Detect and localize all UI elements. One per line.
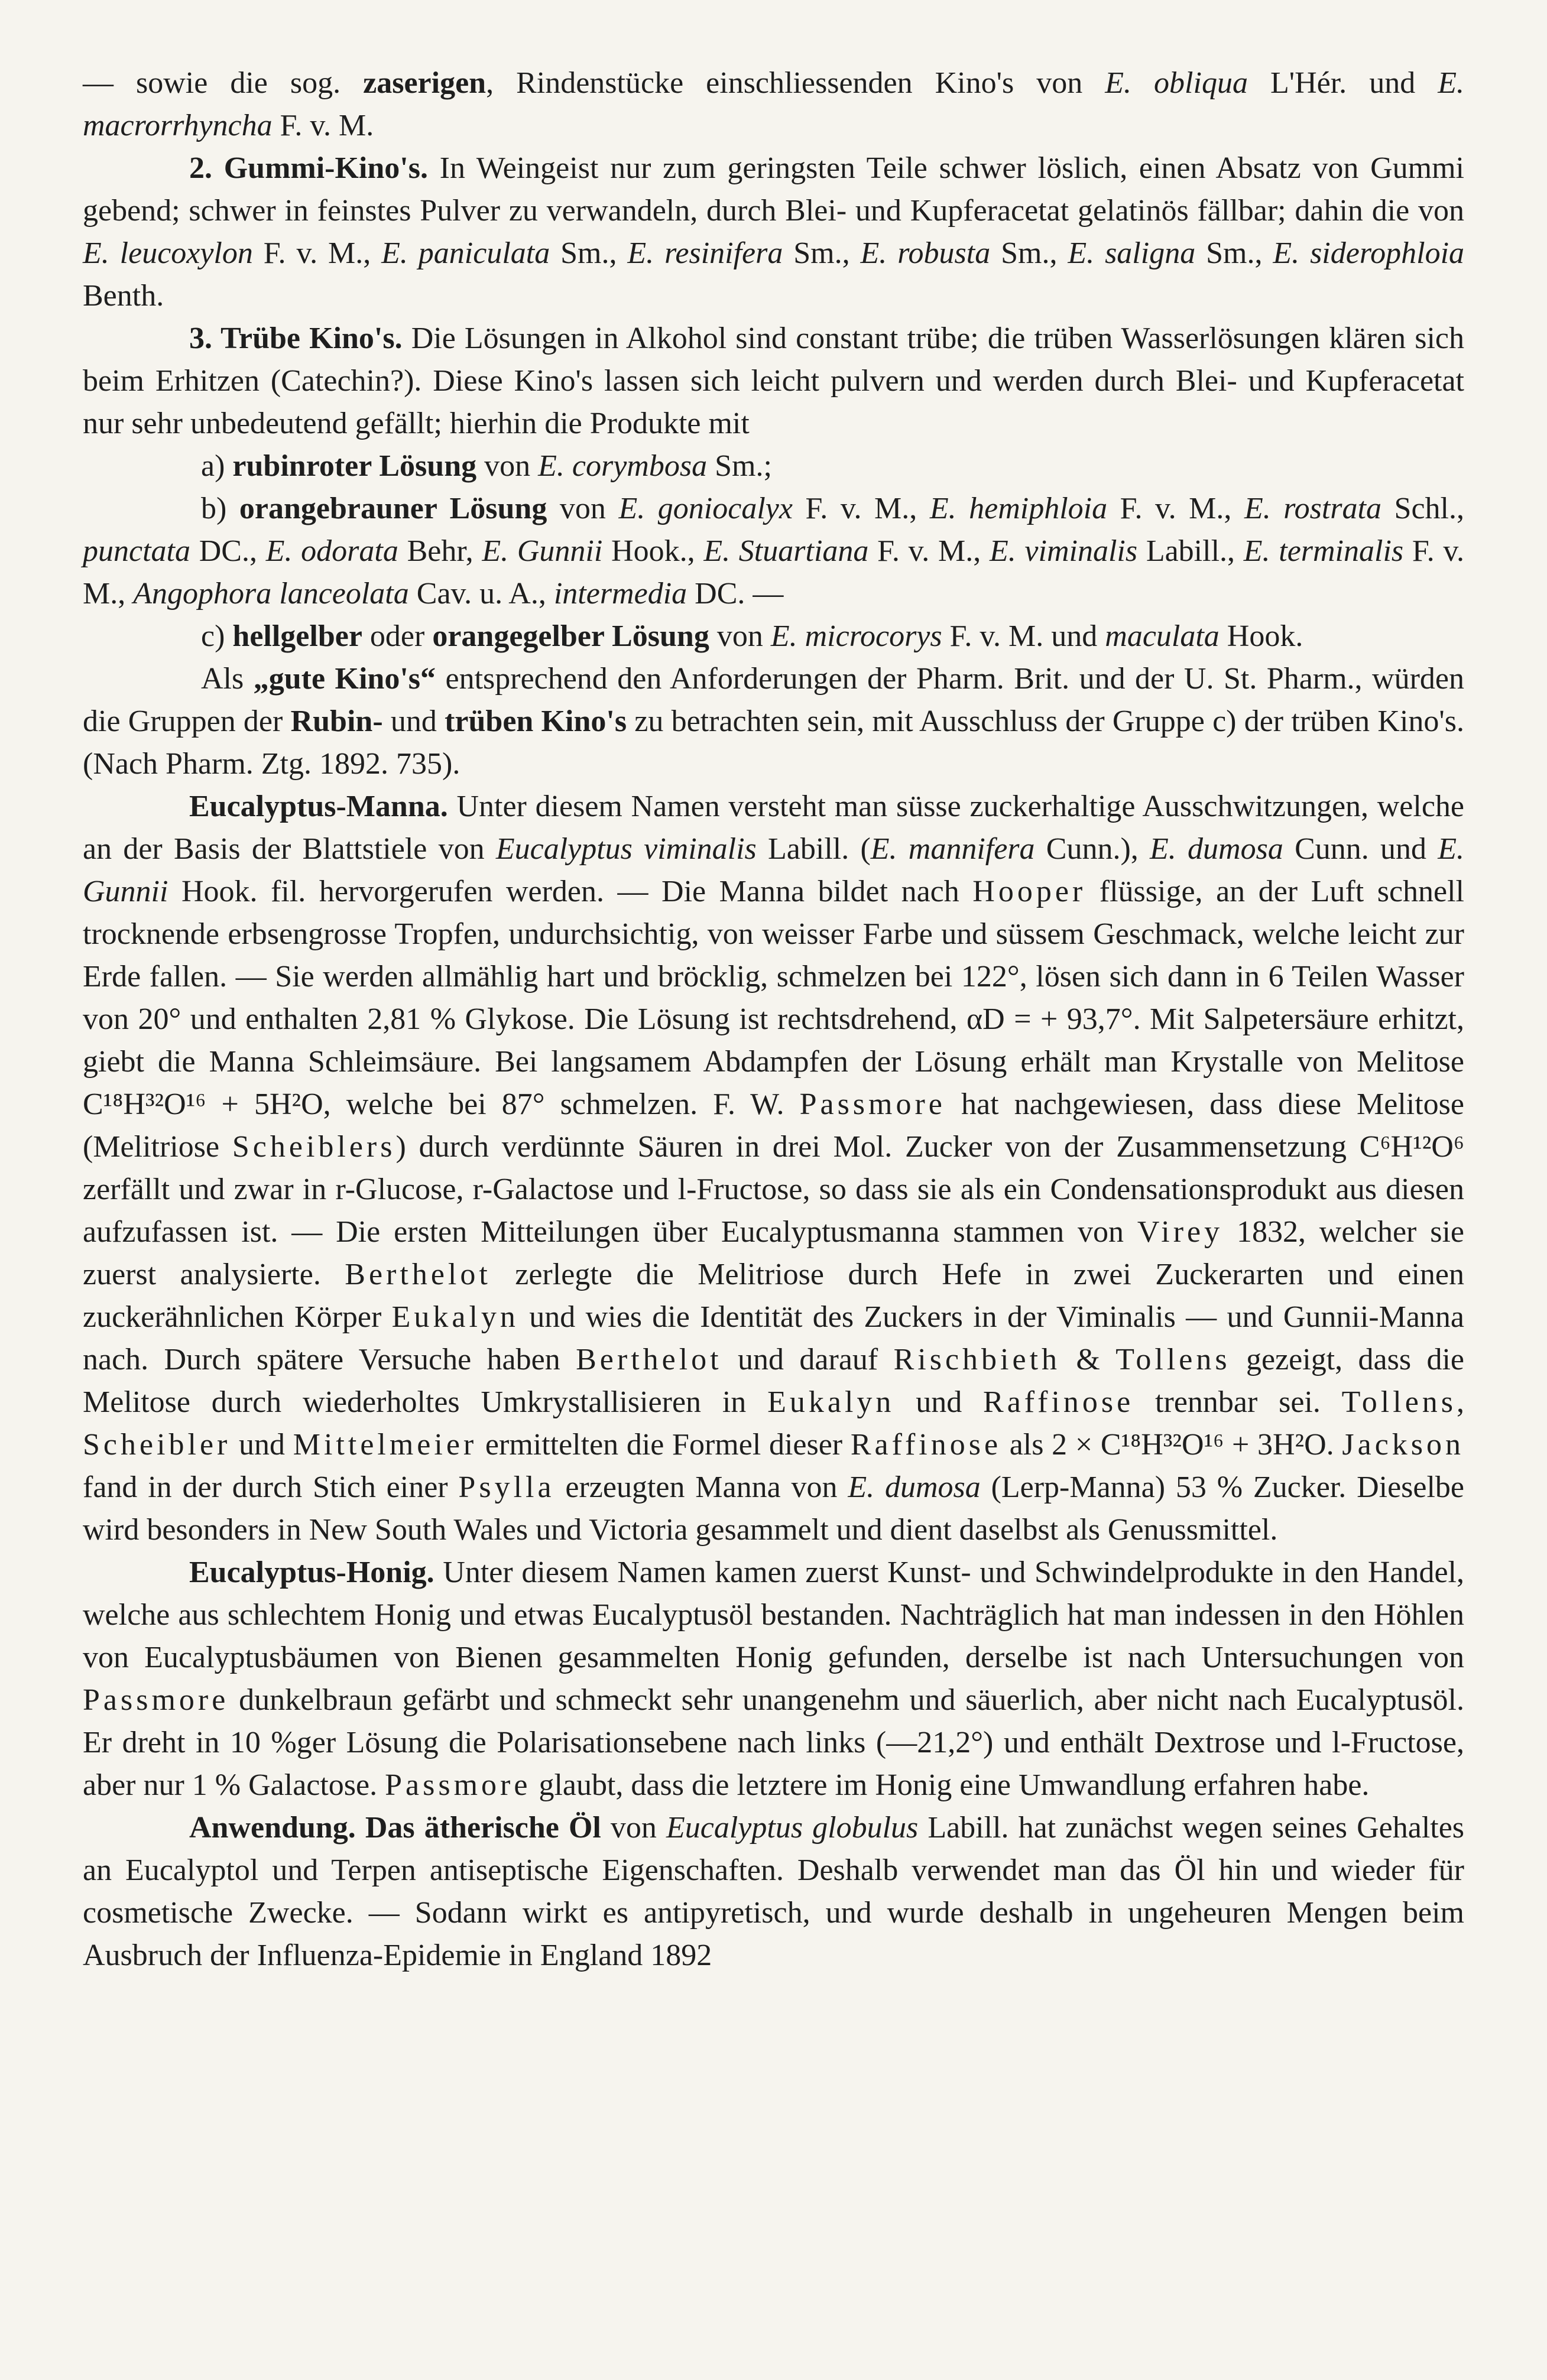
text-run: und	[382, 704, 445, 738]
bold-text: rubinroter Lösung	[232, 449, 477, 483]
text-run: , Rindenstücke einschliessenden Kino's von	[486, 66, 1105, 100]
bold-text: „gute Kino's“	[253, 662, 436, 696]
text-run: Die Lösungen in Alkohol sind constant trübe; die trüben Wasserlösungen klären sich beim Erhitzen (Catechin?). Diese Kino's lassen sich leicht pulvern und werden durch Blei- und Kupferacetat nur sehr unbedeutend gefällt; hierhin die Produkte mit	[83, 322, 1464, 440]
species-name: E. leucoxylon	[83, 236, 253, 270]
text-run: F. v. M.,	[868, 534, 990, 568]
species-name: E. mannifera	[870, 832, 1035, 866]
author-name: Tollens	[1115, 1343, 1231, 1376]
text-run: a)	[201, 449, 233, 483]
text-run: DC.,	[190, 534, 266, 568]
author-name: Psylla	[458, 1470, 555, 1504]
text-run: — sowie die sog.	[83, 66, 364, 100]
text-run: und	[894, 1385, 984, 1419]
text-run: fand in der durch Stich einer	[83, 1470, 459, 1504]
bold-text: Eucalyptus-Honig.	[189, 1556, 434, 1589]
text-run: von	[601, 1811, 666, 1845]
text-run: gezeigt, dass die Melitose durch wiederholtes Umkrystallisieren in	[83, 1343, 1464, 1419]
text-run: und darauf	[722, 1343, 894, 1376]
bold-text: zaserigen	[363, 66, 487, 100]
species-name: E. macrorrhyncha	[83, 66, 1464, 142]
species-name: intermedia	[553, 577, 687, 611]
text-run: ermittelten die Formel dieser	[477, 1428, 851, 1462]
paragraph	[83, 445, 1464, 488]
text-run: flüssige, an der Luft schnell trocknende erbsengrosse Tropfen, undurchsichtig, von weisser Farbe und süssem Geschmack, welche leicht zur Erde fallen. — Sie werden allmählig hart und bröcklig, schmelzen bei 122°, lösen sich dann in 6 Teilen Wasser von 20° und enthalten 2,81 % Glykose. Die Lösung ist rechtsdrehend, αD = + 93,7°. Mit Salpetersäure erhitzt, giebt die Manna Schleimsäure. Bei langsamem Abdampfen der Lösung erhält man Krystalle von Melitose C¹⁸H³²O¹⁶ + 5H²O, welche bei 87° schmelzen. F. W.	[83, 875, 1464, 1121]
text-run: Labill.,	[1137, 534, 1244, 568]
text-run: Als	[201, 662, 254, 696]
species-name: Eucalyptus viminalis	[495, 832, 757, 866]
author-name: Scheiblers	[232, 1130, 396, 1164]
text-run: Sm.;	[707, 449, 772, 483]
text-run: von	[709, 619, 771, 653]
text-run: (Lerp-Manna) 53 % Zucker. Dieselbe wird besonders in New South Wales und Victoria gesammelt und dient daselbst als Genussmittel.	[83, 1470, 1464, 1547]
species-name: E. hemiphloia	[929, 492, 1108, 525]
text-run: F. v. M.,	[252, 236, 382, 270]
species-name: E. paniculata	[381, 236, 550, 270]
author-name: Berthelot	[576, 1343, 722, 1376]
text-run: Cav. u. A.,	[408, 577, 554, 611]
author-name: Mittelmeier	[293, 1428, 478, 1462]
paragraph	[83, 147, 1464, 317]
bold-text: hellgelber	[232, 619, 362, 653]
author-name: Eukalyn	[767, 1385, 895, 1419]
text-run: Sm.,	[990, 236, 1068, 270]
text-run: c)	[201, 619, 233, 653]
text-run: trennbar sei.	[1134, 1385, 1342, 1419]
text-run: zu betrachten sein, mit Ausschluss der Gruppe c) der trüben Kino's. (Nach Pharm. Ztg. 1892. 735).	[83, 704, 1465, 781]
species-name: E. corymbosa	[538, 449, 708, 483]
author-name: Eukalyn	[391, 1300, 519, 1334]
species-name: E. obliqua	[1105, 66, 1248, 100]
paragraph	[83, 615, 1464, 658]
author-name: Passmore	[83, 1683, 229, 1717]
text-run: von	[547, 492, 619, 525]
text-run	[356, 1811, 365, 1845]
text-run: Sm.,	[550, 236, 628, 270]
paragraph	[83, 1807, 1464, 1977]
text-run: L'Hér. und	[1247, 66, 1438, 100]
paragraph	[83, 62, 1464, 147]
species-name: E. Gunnii	[482, 534, 603, 568]
bold-text: orangebrauner Lösung	[239, 492, 547, 525]
author-name: Passmore	[799, 1087, 946, 1121]
bold-text: Rubin-	[290, 704, 383, 738]
author-name: Tollens	[1341, 1385, 1457, 1419]
species-name: E. Stuartiana	[703, 534, 869, 568]
text-run: ) durch verdünnte Säuren in drei Mol. Zucker von der Zusammensetzung C⁶H¹²O⁶ zerfällt und zwar in r-Glucose, r-Galactose und l-Fructose, so dass sie als ein Condensationsprodukt aus diesen aufzufassen ist. — Die ersten Mitteilungen über Eucalyptusmanna stammen von	[83, 1130, 1464, 1249]
species-name: E. goniocalyx	[618, 492, 793, 525]
text-run: F. v. M.,	[792, 492, 930, 525]
text-run: Unter diesem Namen versteht man süsse zuckerhaltige Ausschwitzungen, welche an der Basis der Blattstiele von	[83, 790, 1464, 866]
text-run: In Weingeist nur zum geringsten Teile schwer löslich, einen Absatz von Gummi gebend; schwer in feinstes Pulver zu verwandeln, durch Blei- und Kupferacetat gelatinös fällbar; dahin die von	[83, 151, 1465, 228]
text-run: F. v. M.	[272, 109, 374, 142]
text-run: zerlegte die Melitriose durch Hefe in zwei Zuckerarten und einen zuckerähnlichen Körper	[83, 1258, 1464, 1334]
text-run: Hook.,	[602, 534, 704, 568]
text-run: hat nachgewiesen, dass diese Melitose (Melitriose	[83, 1087, 1464, 1164]
text-run: Benth.	[83, 279, 164, 313]
text-run: glaubt, dass die letztere im Honig eine Umwandlung erfahren habe.	[531, 1768, 1370, 1802]
text-run: &	[1060, 1343, 1116, 1376]
species-name: E. viminalis	[989, 534, 1138, 568]
paragraph	[83, 785, 1464, 1551]
bold-text: 2. Gummi-Kino's.	[189, 151, 428, 185]
text-run: b)	[201, 492, 239, 525]
paragraph	[83, 488, 1464, 615]
bold-text: Anwendung.	[189, 1811, 356, 1845]
text-run: Cunn. und	[1283, 832, 1438, 866]
text-run: Sm.,	[783, 236, 861, 270]
author-name: Jackson	[1342, 1428, 1465, 1462]
author-name: Virey	[1137, 1215, 1224, 1249]
text-run: Hook.	[1219, 619, 1303, 653]
species-name: punctata	[83, 534, 190, 568]
text-run: DC. —	[687, 577, 784, 611]
bold-text: trüben Kino's	[445, 704, 627, 738]
text-run: Labill. (	[756, 832, 871, 866]
author-name: Scheibler	[83, 1428, 231, 1462]
species-name: E. odorata	[265, 534, 398, 568]
species-name: Eucalyptus globulus	[666, 1811, 919, 1845]
author-name: Raffinose	[850, 1428, 1002, 1462]
text-run: dunkelbraun gefärbt und schmeckt sehr unangenehm und säuerlich, aber nicht nach Eucalyptusöl. Er dreht in 10 %ger Lösung die Polarisationsebene nach links (—21,2°) und enthält Dextrose und l-Fructose, aber nur 1 % Galactose.	[83, 1683, 1464, 1802]
bold-text: 3. Trübe Kino's.	[189, 322, 403, 355]
text-run: erzeugten Manna von	[554, 1470, 848, 1504]
text-run: und wies die Identität des Zuckers in der Viminalis — und Gunnii-Manna nach. Durch spätere Versuche haben	[83, 1300, 1464, 1376]
paragraph	[83, 317, 1464, 445]
text-run: Labill. hat zunächst wegen seines Gehaltes an Eucalyptol und Terpen antiseptische Eigenschaften. Deshalb verwendet man das Öl hin und wieder für cosmetische Zwecke. — Sodann wirkt es antipyretisch, und wurde deshalb in ungeheuren Mengen beim Ausbruch der Influenza-Epidemie in England 1892	[83, 1811, 1465, 1972]
author-name: Raffinose	[983, 1385, 1134, 1419]
text-run: Schl.,	[1381, 492, 1464, 525]
species-name: Angophora lanceolata	[133, 577, 409, 611]
text-run: F. v. M.,	[1107, 492, 1244, 525]
text-run: ,	[1457, 1385, 1465, 1419]
species-name: E. rostrata	[1244, 492, 1381, 525]
paragraph	[83, 1551, 1464, 1807]
species-name: E. terminalis	[1243, 534, 1404, 568]
species-name: maculata	[1105, 619, 1220, 653]
text-run: F. v. M.,	[83, 534, 1464, 611]
text-run: Behr,	[398, 534, 482, 568]
text-run: 1832, welcher sie zuerst analysierte.	[83, 1215, 1464, 1291]
text-run: Unter diesem Namen kamen zuerst Kunst- und Schwindelprodukte in den Handel, welche aus schlechtem Honig und etwas Eucalyptusöl bestanden. Nachträglich hat man indessen in den Höhlen von Eucalyptusbäumen von Bienen gesammelten Honig gefunden, derselbe ist nach Untersuchungen von	[83, 1556, 1464, 1674]
author-name: Rischbieth	[893, 1343, 1061, 1376]
species-name: E. robusta	[860, 236, 991, 270]
species-name: E. Gunnii	[83, 832, 1464, 908]
text-run: Hook. fil. hervorgerufen werden. — Die Manna bildet nach	[168, 875, 973, 908]
text-run: entsprechend den Anforderungen der Pharm. Brit. und der U. St. Pharm., würden die Gruppen der	[83, 662, 1464, 738]
species-name: E. saligna	[1068, 236, 1196, 270]
species-name: E. resinifera	[627, 236, 783, 270]
author-name: Passmore	[385, 1768, 531, 1802]
text-run: oder	[362, 619, 433, 653]
bold-text: orangegelber Lösung	[432, 619, 709, 653]
species-name: E. dumosa	[1150, 832, 1283, 866]
species-name: E. dumosa	[848, 1470, 981, 1504]
species-name: E. siderophloia	[1273, 236, 1465, 270]
text-run: Sm.,	[1195, 236, 1273, 270]
paragraph	[83, 658, 1464, 785]
bold-text: Das ätherische Öl	[365, 1811, 601, 1845]
bold-text: Eucalyptus-Manna.	[189, 790, 448, 823]
author-name: Berthelot	[345, 1258, 491, 1291]
text-run: von	[476, 449, 539, 483]
species-name: E. microcorys	[770, 619, 942, 653]
text-run: und	[231, 1428, 293, 1462]
author-name: Hooper	[972, 875, 1087, 908]
text-run: als 2 × C¹⁸H³²O¹⁶ + 3H²O.	[1001, 1428, 1342, 1462]
text-run: F. v. M. und	[942, 619, 1105, 653]
text-run: Cunn.),	[1034, 832, 1150, 866]
